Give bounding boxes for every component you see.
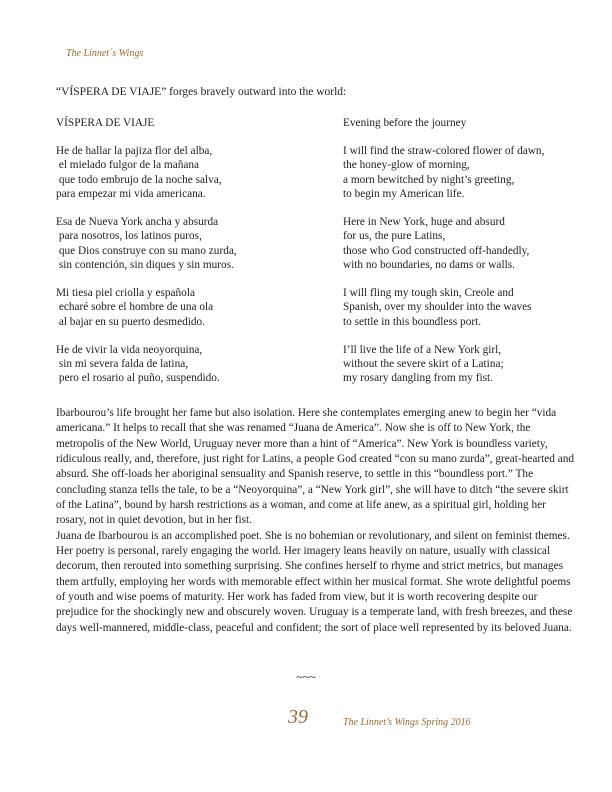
poem-line: Spanish, over my shoulder into the waves (343, 301, 532, 314)
intro-line: “VÍSPERA DE VIAJE” forges bravely outward into the world: (56, 86, 347, 98)
poem-line: que todo embrujo de la noche salva, (56, 173, 222, 186)
poem-line: sin contención, sin diques y sin muros. (56, 258, 234, 271)
stanza (56, 144, 336, 201)
commentary (56, 406, 576, 636)
footer-title: The Linnet’s Wings Spring 2016 (343, 717, 471, 728)
poem-line: the honey-glow of morning, (343, 159, 470, 172)
poem-line: to begin my American life. (343, 187, 465, 200)
poem-line: el mielado fulgor de la mañana (56, 159, 200, 172)
poem-line: Here in New York, huge and absurd (343, 216, 505, 229)
poem-line: para nosotros, los latinos puros, (56, 230, 202, 243)
page-number: 39 (288, 706, 308, 728)
poem-line: Esa de Nueva York ancha y absurda (56, 216, 219, 229)
stanza (56, 343, 336, 386)
section-separator: ~~~ (296, 670, 316, 684)
running-head: The Linnet´s Wings (66, 48, 144, 59)
commentary-paragraph-2: Juana de Ibarbourou is an accomplished poet. She is no bohemian or revolutionary, and silent on feminist themes. Her poetry is personal, rarely engaging the world. Her imagery leans heavily on nature, usually with classical decorum, then rerouted into something surprising. She confines herself to rhyme and strict metrics, but manages them artfully, employing her words with memorable effect within her musical format. She wrote delightful poems of youth and wise poems of maturity. Her work has faded from view, but it is worth recovering despite our prejudice for the shockingly new and obscurely woven. Uruguay is a temperate land, with fresh breezes, and these days well-mannered, middle-class, peaceful and confident; the sort of place well represented by its beloved Juana. (56, 529, 573, 634)
poem-line: para empezar mi vida americana. (56, 187, 206, 200)
poem-line: al bajar en su puerto desmedido. (56, 315, 206, 328)
spanish-stanzas (56, 144, 336, 385)
stanza (56, 286, 336, 329)
poem-line: I will fling my tough skin, Creole and (343, 287, 514, 300)
poem-line: to settle in this boundless port. (343, 315, 482, 328)
stanza (343, 286, 573, 329)
poem-line: my rosary dangling from my fist. (343, 372, 493, 385)
poem-line: pero el rosario al puño, suspendido. (56, 372, 220, 385)
commentary-paragraph-1: Ibarbourou’s life brought her fame but also isolation. Here she contemplates emerging anew to begin her “vida americana.” It helps to recall that she was renamed “Juana de America”. Now she is off to New York, the metropolis of the New World, Uruguay never more than a hint of “America”. New York is boundless variety, ridiculous really, and, therefore, just right for Latins, a people God created “con su mano zurda”, great-hearted and absurd. She off-loads her aboriginal sensuality and Spanish reserve, to settle in this “boundless port.” The concluding stanza tells the tale, to be a “Neoyorquina”, a “New York girl”, she will have to ditch “the severe skirt of the Latina”, bound by harsh restrictions as a woman, and come at life anew, as a spiritual girl, holding her rosary, not in quiet devotion, but in her fist. (56, 407, 575, 527)
poem-line: I will find the straw-colored flower of dawn, (343, 145, 545, 158)
english-stanzas (343, 144, 573, 385)
stanza (343, 215, 573, 272)
spanish-poem-column (56, 116, 336, 400)
spanish-poem-title: VÍSPERA DE VIAJE (56, 117, 155, 129)
english-poem-title: Evening before the journey (343, 117, 467, 129)
poem-line: He de vivir la vida neoyorquina, (56, 344, 203, 356)
poem-line: a morn bewitched by night’s greeting, (343, 173, 515, 186)
poem-line: Mi tiesa piel criolla y española (56, 287, 195, 300)
poem-line: He de hallar la pajiza flor del alba, (56, 145, 213, 158)
poem-line: echaré sobre el hombre de una ola (56, 301, 214, 314)
stanza (56, 215, 336, 272)
poem-line: without the severe skirt of a Latina; (343, 358, 504, 371)
poem-line: que Dios construye con su mano zurda, (56, 244, 237, 257)
poem-line: with no boundaries, no dams or walls. (343, 258, 515, 271)
poem-line: for us, the pure Latins, (343, 230, 446, 243)
stanza (343, 343, 573, 386)
poem-line: I’ll live the life of a New York girl, (343, 344, 502, 356)
poem-line: sin mi severa falda de latina, (56, 358, 189, 371)
english-poem-column (343, 116, 573, 400)
stanza (343, 144, 573, 201)
poem-line: those who God constructed off-handedly, (343, 244, 530, 257)
